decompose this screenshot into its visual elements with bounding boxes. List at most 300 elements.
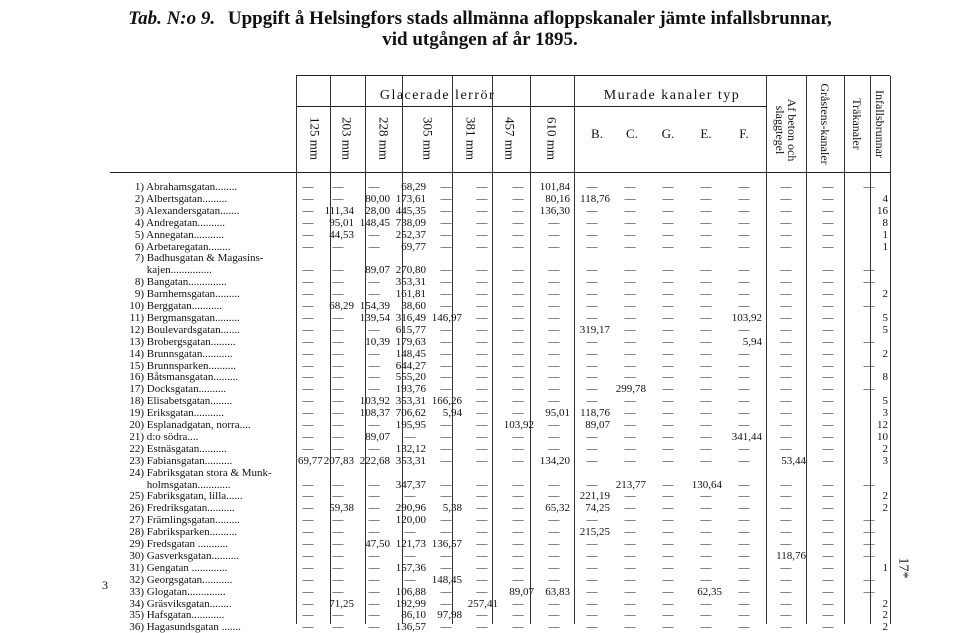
table-row: [0, 502, 960, 514]
cell-col-1: 95,01: [329, 216, 354, 229]
street-name: Brunnsparken..........: [146, 359, 236, 372]
cell-col-7: —: [548, 573, 560, 586]
cell-col-4: —: [440, 300, 452, 312]
cell-col-3: 192,99: [395, 597, 426, 610]
table-row: [0, 526, 960, 538]
cell-col-2: —: [368, 419, 380, 431]
cell-col-11: —: [700, 181, 712, 193]
table-row: [0, 490, 960, 502]
cell-col-13: —: [780, 561, 792, 574]
cell-col-10: —: [662, 490, 674, 503]
group-murade: Murade kanaler typ: [603, 88, 741, 103]
cell-col-0: —: [302, 526, 314, 539]
cell-col-11: 130,64: [691, 478, 722, 491]
col-header-murade-0: B.: [591, 126, 603, 141]
cell-col-11: —: [700, 288, 712, 301]
cell-col-1: —: [332, 609, 344, 622]
cell-col-13: —: [780, 264, 792, 277]
cell-col-13: —: [780, 395, 792, 408]
page-number: 17*: [895, 557, 911, 579]
cell-col-7: —: [548, 609, 560, 622]
row-label: [120, 300, 296, 312]
cell-col-8: 221,19: [579, 490, 610, 503]
table-row: [0, 479, 960, 491]
cell-col-14: —: [822, 514, 834, 527]
cell-col-5: —: [476, 419, 488, 431]
cell-col-8: —: [586, 359, 598, 372]
cell-col-11: —: [700, 549, 712, 562]
cell-col-3: 353,31: [395, 454, 426, 467]
cell-col-7: 95,01: [545, 407, 570, 420]
cell-col-5: —: [476, 454, 488, 467]
cell-col-13: —: [780, 371, 792, 384]
cell-col-6: —: [512, 442, 524, 455]
cell-col-2: —: [368, 288, 380, 301]
cell-col-5: —: [476, 311, 488, 324]
cell-col-14: —: [822, 419, 834, 431]
cell-col-14: —: [822, 585, 834, 598]
cell-col-8: —: [586, 216, 598, 229]
street-name: Hafsgatan............: [146, 609, 225, 622]
cell-col-12: —: [738, 454, 750, 467]
cell-col-2: 89,07: [365, 264, 390, 277]
cell-col-6: —: [512, 478, 524, 491]
cell-col-13: —: [780, 300, 792, 312]
cell-col-0: —: [302, 264, 314, 277]
cell-col-0: —: [302, 300, 314, 312]
cell-col-8: —: [586, 395, 598, 408]
row-number: 15): [129, 359, 144, 372]
cell-col-0: —: [302, 538, 314, 550]
cell-col-15: 2: [882, 502, 888, 515]
row-label: [120, 395, 296, 407]
cell-col-5: —: [476, 335, 488, 348]
street-name: Andregatan..........: [146, 216, 225, 229]
cell-col-3: 445,35: [395, 204, 426, 217]
cell-col-0: 69,77: [298, 454, 323, 467]
street-name: kajen...............: [146, 264, 212, 277]
cell-col-7: —: [548, 490, 560, 503]
cell-col-8: —: [586, 288, 598, 301]
cell-col-7: —: [548, 347, 560, 360]
row-label: [120, 336, 296, 348]
cell-col-1: —: [332, 264, 344, 277]
cell-col-15: —: [863, 573, 875, 586]
cell-col-5: —: [476, 192, 488, 205]
cell-col-12: —: [738, 490, 750, 503]
cell-col-14: —: [822, 454, 834, 467]
cell-col-13: —: [780, 204, 792, 217]
cell-col-8: —: [586, 181, 598, 193]
cell-col-7: —: [548, 371, 560, 384]
cell-col-4: —: [440, 454, 452, 467]
cell-col-14: —: [822, 181, 834, 193]
table-row: [0, 574, 960, 586]
cell-col-3: 193,76: [395, 383, 426, 396]
cell-col-13: —: [780, 430, 792, 443]
row-number: 12): [129, 323, 144, 336]
cell-col-11: —: [700, 490, 712, 503]
cell-col-14: —: [822, 216, 834, 229]
cell-col-12: —: [738, 347, 750, 360]
cell-col-4: —: [440, 442, 452, 455]
row-label: [120, 217, 296, 229]
cell-col-11: —: [700, 609, 712, 622]
cell-col-7: —: [548, 359, 560, 372]
cell-col-15: 2: [882, 609, 888, 622]
cell-col-12: —: [738, 181, 750, 193]
cell-col-15: —: [863, 359, 875, 372]
cell-col-15: 1: [882, 240, 888, 253]
cell-col-9: —: [624, 300, 636, 312]
row-number: 34): [129, 597, 144, 610]
table-number: Tab. N:o 9.: [128, 8, 216, 29]
cell-col-12: —: [738, 526, 750, 539]
title-line-1: Uppgift å Helsingfors stads allmänna afloppskanaler jämte infallsbrunnar,: [227, 8, 832, 29]
cell-col-7: —: [548, 395, 560, 408]
cell-col-12: —: [738, 204, 750, 217]
table-row: [0, 371, 960, 383]
cell-col-11: —: [700, 264, 712, 277]
cell-col-0: —: [302, 395, 314, 408]
cell-col-0: —: [302, 490, 314, 503]
cell-col-7: —: [548, 419, 560, 431]
street-name: Gengatan .............: [146, 561, 228, 574]
cell-col-6: —: [512, 538, 524, 550]
cell-col-3: 615,77: [395, 323, 426, 336]
cell-col-7: —: [548, 442, 560, 455]
col-header-murade-1: C.: [626, 126, 638, 141]
row-number: 8): [134, 276, 144, 289]
cell-col-3: 179,63: [395, 335, 426, 348]
table-row: [0, 621, 960, 633]
cell-col-8: —: [586, 300, 598, 312]
row-label: [120, 348, 296, 360]
cell-col-12: —: [738, 538, 750, 550]
cell-col-12: —: [738, 502, 750, 515]
row-number: 5): [134, 228, 144, 241]
cell-col-12: —: [738, 323, 750, 336]
cell-col-0: —: [302, 228, 314, 241]
cell-col-0: —: [302, 585, 314, 598]
cell-col-12: —: [738, 300, 750, 312]
street-name: Boulevardsgatan.......: [146, 323, 240, 336]
cell-col-8: —: [586, 204, 598, 217]
cell-col-4: —: [440, 347, 452, 360]
cell-col-2: 139,54: [359, 311, 390, 324]
cell-col-14: —: [822, 573, 834, 586]
cell-col-14: —: [822, 204, 834, 217]
cell-col-1: —: [332, 181, 344, 193]
street-name: Abrahamsgatan........: [146, 181, 238, 193]
table-row: [0, 217, 960, 229]
cell-col-1: —: [332, 311, 344, 324]
col-header-extra-1: Gråstens-kanaler: [818, 83, 832, 165]
street-name: Fabriksparken..........: [146, 526, 238, 539]
cell-col-7: —: [548, 561, 560, 574]
row-number: 4): [134, 216, 144, 229]
cell-col-14: —: [822, 526, 834, 539]
table-row: [0, 455, 960, 467]
cell-col-10: —: [662, 597, 674, 610]
cell-col-7: 136,30: [539, 204, 570, 217]
cell-col-10: —: [662, 573, 674, 586]
cell-col-5: —: [476, 585, 488, 598]
cell-col-11: —: [700, 526, 712, 539]
row-label: [120, 455, 296, 467]
table-row: [0, 252, 960, 264]
cell-col-9: —: [624, 454, 636, 467]
cell-col-15: 10: [877, 430, 888, 443]
cell-col-7: —: [548, 430, 560, 443]
row-label: [120, 467, 296, 479]
cell-col-10: —: [662, 276, 674, 289]
cell-col-15: —: [863, 538, 875, 550]
cell-col-13: —: [780, 276, 792, 289]
row-number: 6): [134, 240, 144, 253]
cell-col-2: 154,39: [359, 300, 390, 312]
cell-col-8: —: [586, 573, 598, 586]
cell-col-0: —: [302, 597, 314, 610]
row-label: [120, 550, 296, 562]
cell-col-8: —: [586, 549, 598, 562]
row-number: 20): [129, 419, 144, 431]
cell-col-9: —: [624, 621, 636, 633]
cell-col-12: —: [738, 264, 750, 277]
cell-col-1: —: [332, 478, 344, 491]
cell-col-2: —: [368, 502, 380, 515]
cell-col-8: —: [586, 561, 598, 574]
row-label: [120, 229, 296, 241]
cell-col-4: —: [440, 561, 452, 574]
cell-col-11: —: [700, 538, 712, 550]
street-name: Båtsmansgatan.........: [146, 371, 239, 384]
cell-col-3: 353,31: [395, 395, 426, 408]
cell-col-15: 1: [882, 561, 888, 574]
cell-col-9: —: [624, 549, 636, 562]
cell-col-4: 146,97: [431, 311, 462, 324]
cell-col-12: —: [738, 442, 750, 455]
cell-col-8: 74,25: [585, 502, 610, 515]
row-number: 30): [129, 549, 144, 562]
cell-col-10: —: [662, 181, 674, 193]
cell-col-8: —: [586, 240, 598, 253]
cell-col-6: —: [512, 430, 524, 443]
cell-col-5: —: [476, 300, 488, 312]
cell-col-14: —: [822, 288, 834, 301]
cell-col-5: —: [476, 181, 488, 193]
cell-col-10: —: [662, 216, 674, 229]
cell-col-5: —: [476, 323, 488, 336]
cell-col-4: —: [440, 585, 452, 598]
cell-col-11: —: [700, 430, 712, 443]
cell-col-0: —: [302, 240, 314, 253]
cell-col-2: 103,92: [359, 395, 390, 408]
cell-col-4: —: [440, 192, 452, 205]
cell-col-6: —: [512, 573, 524, 586]
cell-col-0: —: [302, 442, 314, 455]
cell-col-12: —: [738, 240, 750, 253]
cell-col-9: —: [624, 264, 636, 277]
cell-col-13: —: [780, 585, 792, 598]
row-label: [120, 241, 296, 253]
row-label: [120, 526, 296, 538]
table-row: [0, 193, 960, 205]
cell-col-5: —: [476, 502, 488, 515]
cell-col-3: 38,60: [401, 300, 426, 312]
table-row: [0, 431, 960, 443]
cell-col-14: —: [822, 442, 834, 455]
cell-col-5: —: [476, 538, 488, 550]
cell-col-14: —: [822, 502, 834, 515]
cell-col-1: —: [332, 323, 344, 336]
row-label: [120, 205, 296, 217]
cell-col-9: —: [624, 228, 636, 241]
row-label: [120, 276, 296, 288]
cell-col-3: 86,10: [401, 609, 426, 622]
cell-col-9: —: [624, 573, 636, 586]
cell-col-8: —: [586, 276, 598, 289]
row-label: [120, 324, 296, 336]
street-name: Elisabetsgatan........: [146, 395, 233, 408]
cell-col-14: —: [822, 264, 834, 277]
cell-col-7: —: [548, 216, 560, 229]
cell-col-13: —: [780, 478, 792, 491]
cell-col-12: —: [738, 288, 750, 301]
col-header-murade-4: F.: [739, 126, 749, 141]
cell-col-0: —: [302, 407, 314, 420]
cell-col-1: —: [332, 514, 344, 527]
row-label: [120, 562, 296, 574]
col-header-glacerade-1: 203 mm: [339, 117, 355, 160]
cell-col-11: —: [700, 204, 712, 217]
cell-col-0: —: [302, 621, 314, 633]
cell-col-4: —: [440, 597, 452, 610]
cell-col-1: —: [332, 585, 344, 598]
cell-col-1: —: [332, 288, 344, 301]
cell-col-1: —: [332, 192, 344, 205]
cell-col-13: —: [780, 335, 792, 348]
cell-col-15: —: [863, 478, 875, 491]
cell-col-0: —: [302, 276, 314, 289]
street-name: Glogatan..............: [146, 585, 226, 598]
cell-col-6: —: [512, 383, 524, 396]
street-name: Brunnsgatan...........: [146, 347, 233, 360]
cell-col-2: 47,50: [365, 538, 390, 550]
cell-col-4: —: [440, 276, 452, 289]
cell-col-13: —: [780, 597, 792, 610]
cell-col-5: —: [476, 359, 488, 372]
cell-col-10: —: [662, 192, 674, 205]
cell-col-0: —: [302, 288, 314, 301]
cell-col-9: —: [624, 216, 636, 229]
cell-col-2: —: [368, 526, 380, 539]
cell-col-7: 63,83: [545, 585, 570, 598]
table-row: [0, 609, 960, 621]
cell-col-2: —: [368, 490, 380, 503]
cell-col-11: —: [700, 371, 712, 384]
cell-col-5: —: [476, 609, 488, 622]
street-name: Bangatan..............: [146, 276, 227, 289]
cell-col-11: —: [700, 311, 712, 324]
cell-col-7: —: [548, 526, 560, 539]
cell-col-8: —: [586, 514, 598, 527]
table-row: [0, 443, 960, 455]
cell-col-0: —: [302, 311, 314, 324]
cell-col-0: —: [302, 371, 314, 384]
cell-col-7: —: [548, 597, 560, 610]
cell-col-14: —: [822, 621, 834, 633]
cell-col-8: —: [586, 383, 598, 396]
cell-col-11: —: [700, 192, 712, 205]
cell-col-5: —: [476, 490, 488, 503]
cell-col-10: —: [662, 609, 674, 622]
cell-col-8: 118,76: [580, 407, 610, 420]
cell-col-8: —: [586, 621, 598, 633]
cell-col-15: 5: [882, 395, 888, 408]
cell-col-13: —: [780, 442, 792, 455]
cell-col-12: —: [738, 549, 750, 562]
cell-col-8: 89,07: [585, 419, 610, 431]
cell-col-9: —: [624, 407, 636, 420]
row-number: 17): [129, 383, 144, 396]
cell-col-15: 2: [882, 347, 888, 360]
table-row: [0, 288, 960, 300]
cell-col-13: —: [780, 621, 792, 633]
table-row: [0, 324, 960, 336]
cell-col-5: —: [476, 240, 488, 253]
street-name: Georgsgatan...........: [146, 573, 233, 586]
cell-col-5: —: [476, 526, 488, 539]
cell-col-2: —: [368, 573, 380, 586]
table-row: [0, 419, 960, 431]
header-top-rule: [296, 75, 890, 76]
cell-col-11: —: [700, 419, 712, 431]
cell-col-7: 65,32: [545, 502, 570, 515]
cell-col-6: —: [512, 311, 524, 324]
cell-col-14: —: [822, 383, 834, 396]
row-number: 23): [129, 454, 144, 467]
cell-col-0: —: [302, 573, 314, 586]
cell-col-12: —: [738, 478, 750, 491]
cell-col-2: 80,00: [365, 192, 390, 205]
cell-col-8: —: [586, 311, 598, 324]
street-name: Fredsgatan ...........: [146, 538, 229, 550]
cell-col-12: —: [738, 359, 750, 372]
cell-col-11: —: [700, 561, 712, 574]
cell-col-7: —: [548, 276, 560, 289]
cell-col-5: —: [476, 371, 488, 384]
cell-col-15: 12: [877, 419, 888, 431]
cell-col-1: —: [332, 419, 344, 431]
cell-col-15: 8: [882, 216, 888, 229]
cell-col-11: —: [700, 216, 712, 229]
table-row: [0, 598, 960, 610]
cell-col-9: —: [624, 240, 636, 253]
cell-col-12: —: [738, 407, 750, 420]
cell-col-5: —: [476, 561, 488, 574]
cell-col-1: 44,53: [329, 228, 354, 241]
cell-col-3: —: [404, 549, 416, 562]
cell-col-9: —: [624, 597, 636, 610]
cell-col-5: —: [476, 395, 488, 408]
cell-col-8: —: [586, 454, 598, 467]
cell-col-14: —: [822, 347, 834, 360]
cell-col-9: —: [624, 585, 636, 598]
cell-col-6: —: [512, 502, 524, 515]
row-number: 22): [129, 442, 144, 455]
cell-col-1: —: [332, 621, 344, 633]
